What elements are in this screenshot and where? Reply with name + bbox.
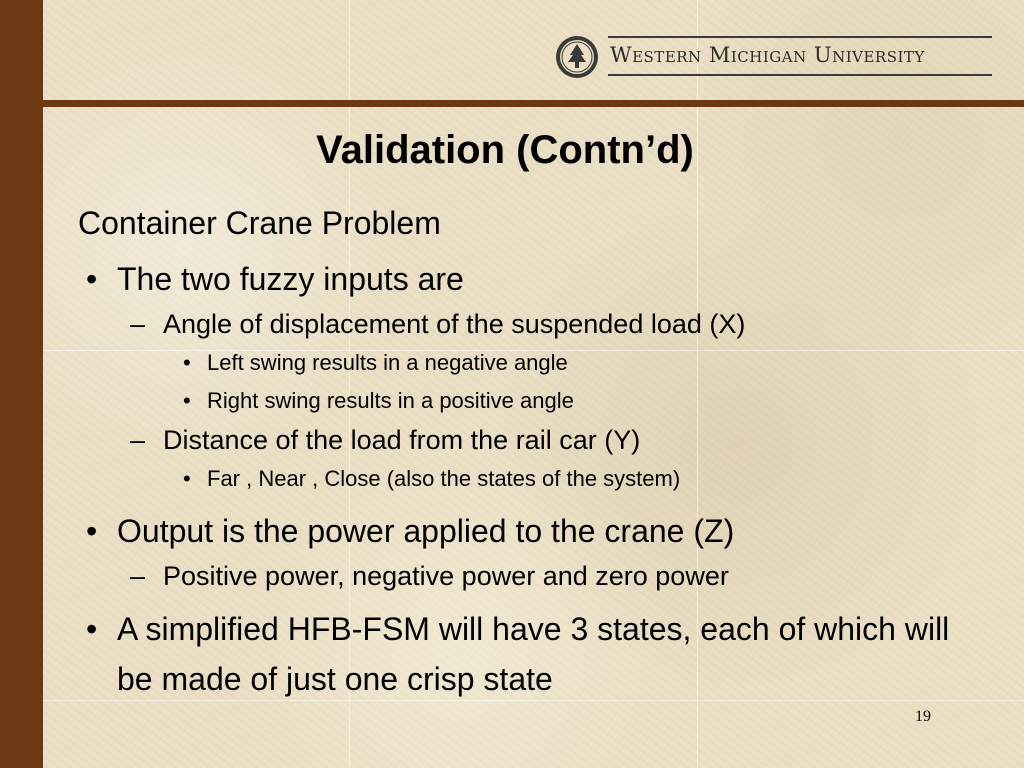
bullet-level-1 <box>78 254 978 304</box>
bullet-text: Right swing results in a positive angle <box>207 388 574 413</box>
page-number: 19 <box>915 708 931 725</box>
bullet-icon: • <box>86 513 98 549</box>
wordmark-top-rule <box>608 36 992 38</box>
bullet-text: Distance of the load from the rail car (Y) <box>163 425 641 455</box>
bullet-text: Left swing results in a negative angle <box>207 350 568 375</box>
slide-body <box>78 205 978 704</box>
dash-icon: – <box>130 425 146 455</box>
bullet-text: Output is the power applied to the crane (Z) <box>117 513 735 549</box>
left-border-bar <box>0 0 43 768</box>
bullet-icon: • <box>183 466 191 491</box>
bullet-text: Angle of displacement of the suspended load (X) <box>163 309 746 339</box>
bullet-level-3 <box>78 460 978 498</box>
slide-title: Validation (Contn’d) <box>316 128 694 172</box>
header-divider <box>43 100 1024 107</box>
dash-icon: – <box>130 561 146 591</box>
wordmark-bottom-rule <box>608 74 992 76</box>
university-seal-icon <box>555 35 599 79</box>
bullet-level-1 <box>78 604 957 704</box>
bullet-icon: • <box>86 611 98 647</box>
bullet-level-2 <box>78 304 978 344</box>
university-wordmark <box>608 36 992 76</box>
bullet-icon: • <box>183 350 191 375</box>
university-name: Western Michigan University <box>610 43 925 67</box>
section-heading: Container Crane Problem <box>78 205 441 241</box>
bullet-level-3 <box>78 382 978 420</box>
bullet-text: A simplified HFB-FSM will have 3 states, each of which will be made of just one crisp state <box>117 611 950 697</box>
bullet-text: Positive power, negative power and zero power <box>163 561 729 591</box>
bullet-level-2 <box>78 556 978 596</box>
bullet-icon: • <box>183 388 191 413</box>
bullet-level-1 <box>78 506 978 556</box>
bullet-icon: • <box>86 261 98 297</box>
bullet-text: The two fuzzy inputs are <box>117 261 464 297</box>
bullet-level-2 <box>78 420 978 460</box>
bullet-text: Far , Near , Close (also the states of the system) <box>207 466 681 491</box>
dash-icon: – <box>130 309 146 339</box>
bullet-level-3 <box>78 344 978 382</box>
